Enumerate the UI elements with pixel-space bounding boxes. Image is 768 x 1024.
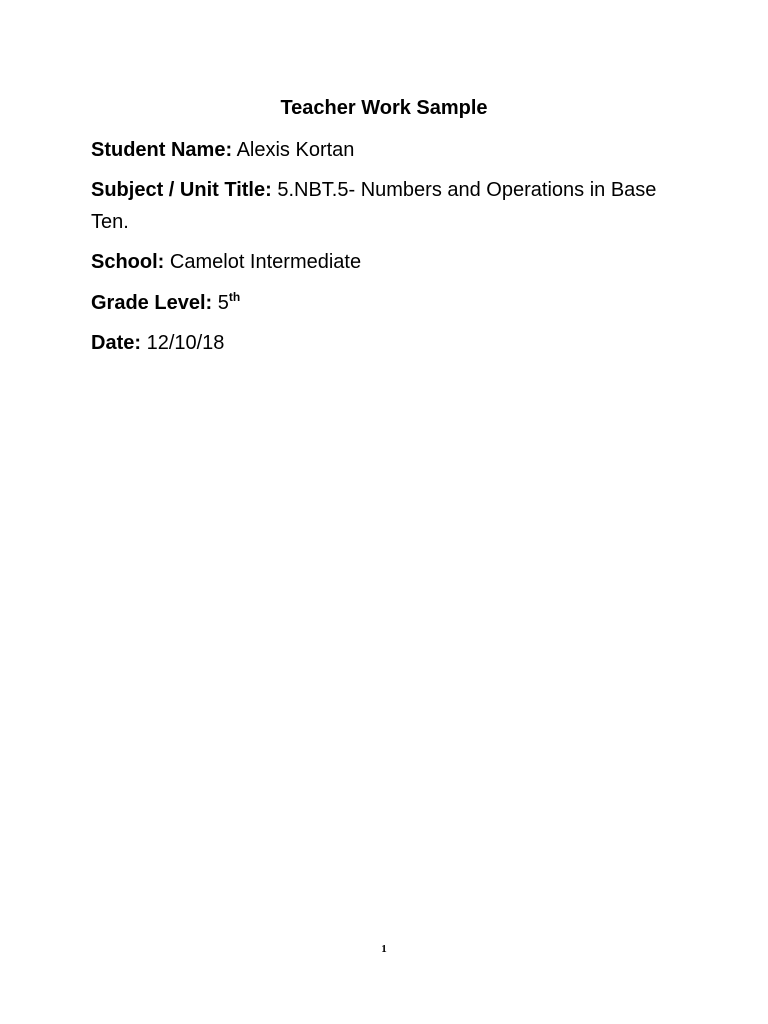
subject-value: 5.NBT.5- Numbers and Operations in Base Ten. (91, 179, 657, 233)
page-number: 1 (381, 943, 387, 955)
student-name-label: Student Name: (91, 139, 233, 161)
date-field (91, 327, 691, 359)
grade-level-label: Grade Level: (91, 292, 213, 314)
grade-level-suffix: th (228, 290, 241, 304)
subject-field (91, 174, 691, 238)
school-field (91, 246, 691, 278)
grade-level-value: 5 (217, 292, 229, 314)
school-label: School: (91, 251, 165, 273)
school-value: Camelot Intermediate (169, 251, 362, 273)
date-value: 12/10/18 (146, 332, 225, 354)
student-name-field (91, 134, 691, 166)
grade-level-field (91, 287, 691, 319)
student-name-value: Alexis Kortan (236, 139, 355, 161)
date-label: Date: (91, 332, 142, 354)
subject-label: Subject / Unit Title: (91, 179, 272, 201)
document-title: Teacher Work Sample (280, 97, 488, 119)
